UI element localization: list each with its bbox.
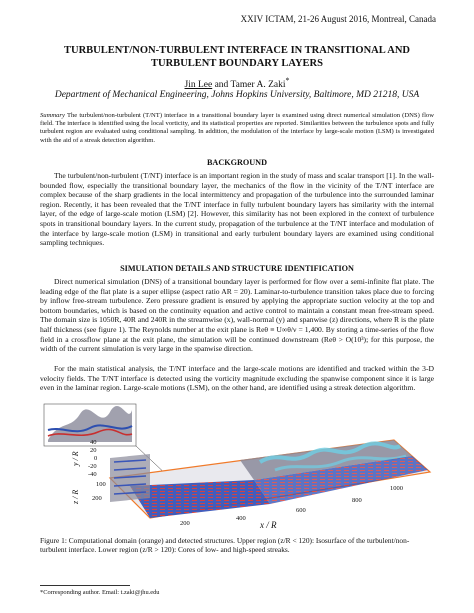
summary-label: Summary xyxy=(40,112,65,119)
author-line xyxy=(40,76,434,90)
x-tick-label: 600 xyxy=(296,507,306,514)
summary-block xyxy=(40,112,434,145)
z-tick-label: 200 xyxy=(92,495,102,502)
y-tick-label: 20 xyxy=(90,447,97,454)
background-paragraph: The turbulent/non-turbulent (T/NT) interface is an important region in the study of mass and scalar transport [1]. In the wall-bounded flow, especially the transitional boundary layer, the mechanics of the flow in the vicinity of the T/NT interface are complex because of the sharp gradients in the local intermittency and propagation of the turbulence into the surrounded laminar region. Recently, it has been revealed that the T/NT interface in fully turbulent boundary layers has similarity with the internal layer, of the edge of large-scale motion (LSM) [2]. However, this similarity has not been explored in the context of turbulence spots in transitional boundary layers. In the current study, propagation of the turbulence at the T/NT interface and modulation of the interface by large-scale motion (LSM) in transitional and early turbulent boundary layers are examined using conditional sampling techniques. xyxy=(40,171,434,248)
figure-1-caption: Figure 1: Computational domain (orange) and detected structures. Upper region (z/R < 120): Isosurface of the turbulent/non-turbulent interface. Lower region (z/R > 120): Cores of low- and high-speed streaks. xyxy=(40,536,410,555)
y-tick-label: 40 xyxy=(90,439,97,446)
author-2: Tamer A. Zaki xyxy=(230,80,286,91)
corresponding-mark: * xyxy=(285,76,290,85)
simulation-heading: SIMULATION DETAILS AND STRUCTURE IDENTIFICATION xyxy=(120,264,354,273)
affiliation: Department of Mechanical Engineering, Johns Hopkins University, Baltimore, MD 21218, USA xyxy=(54,90,420,100)
summary-text: The turbulent/non-turbulent (T/NT) interface in a transitional boundary layer is examined using direct numerical simulation (DNS) flow field. The interface is identified using the local vorticity, and its statistical properties are reported. Similarities between the turbulence spots and fully turbulent region are evaluated using conditional sampling. In addition, the modulation of the interface by large-scale motion (LSM) is investigated with the aid of a streak detection algorithm. xyxy=(40,112,434,144)
x-tick-label: 800 xyxy=(352,497,362,504)
footnote-rule xyxy=(40,585,130,586)
x-tick-label: 1000 xyxy=(390,485,403,492)
inset-zoom xyxy=(44,404,170,478)
x-tick-label: 400 xyxy=(236,515,246,522)
z-axis-label: z / R xyxy=(71,489,80,504)
z-tick-label: 100 xyxy=(96,481,106,488)
footnote: *Corresponding author. Email: t.zaki@jhu.edu xyxy=(40,589,160,596)
x-tick-label: 200 xyxy=(180,520,190,527)
background-heading: BACKGROUND xyxy=(206,158,268,167)
figure-1-domain-visualization xyxy=(40,400,434,530)
y-axis-label: y / R xyxy=(71,451,80,466)
author-1: Jin Lee xyxy=(184,80,213,91)
x-axis-label: x / R xyxy=(260,520,277,530)
author-and: and xyxy=(212,80,231,91)
domain-plane xyxy=(110,440,430,518)
y-tick-label: -40 xyxy=(88,471,97,478)
conference-header: XXIV ICTAM, 21-26 August 2016, Montreal, Canada xyxy=(240,14,436,24)
y-tick-label: 0 xyxy=(94,455,98,462)
simulation-paragraph-2: For the main statistical analysis, the T/NT interface and the large-scale motions are identified and tracked within the 3-D velocity fields. The T/NT interface is detected using the vorticity magnitude excluding the spanwise component since it is large even in the laminar region. Large-scale motions (LSM), on the other hand, are identified using a streak detection algorithm. xyxy=(40,364,434,393)
y-tick-label: -20 xyxy=(88,463,97,470)
simulation-paragraph-1: Direct numerical simulation (DNS) of a transitional boundary layer is performed for flow over a semi-infinite flat plate. The leading edge of the flat plate is a super ellipse (aspect ratio AR = 20). Laminar-to-turbulence transition takes place due to forcing by inflow free-stream turbulence. Zero pressure gradient is ensured by applying the appropriate suction velocity at the top and bottom boundaries, which is based on the continuity equation and active control to maintain a constant mean free-stream speed. The domain size is 1050R, 40R and 240R in the streamwise (x), wall-normal (y) and spanwise (z) directions, where R is the plate half thickness (see figure 1). The Reynolds number at the exit plane is Reθ ≡ U∞θ/ν = 1,400. By storing a time-series of the flow field in a crossflow plane at the exit plane, the simulation will be continued downstream (Reθ > O(10³); for this purpose, the width of the current simulation is very large in the spanwise direction. xyxy=(40,277,434,354)
paper-title: TURBULENT/NON-TURBULENT INTERFACE IN TRANSITIONAL AND TURBULENT BOUNDARY LAYERS xyxy=(64,45,410,69)
